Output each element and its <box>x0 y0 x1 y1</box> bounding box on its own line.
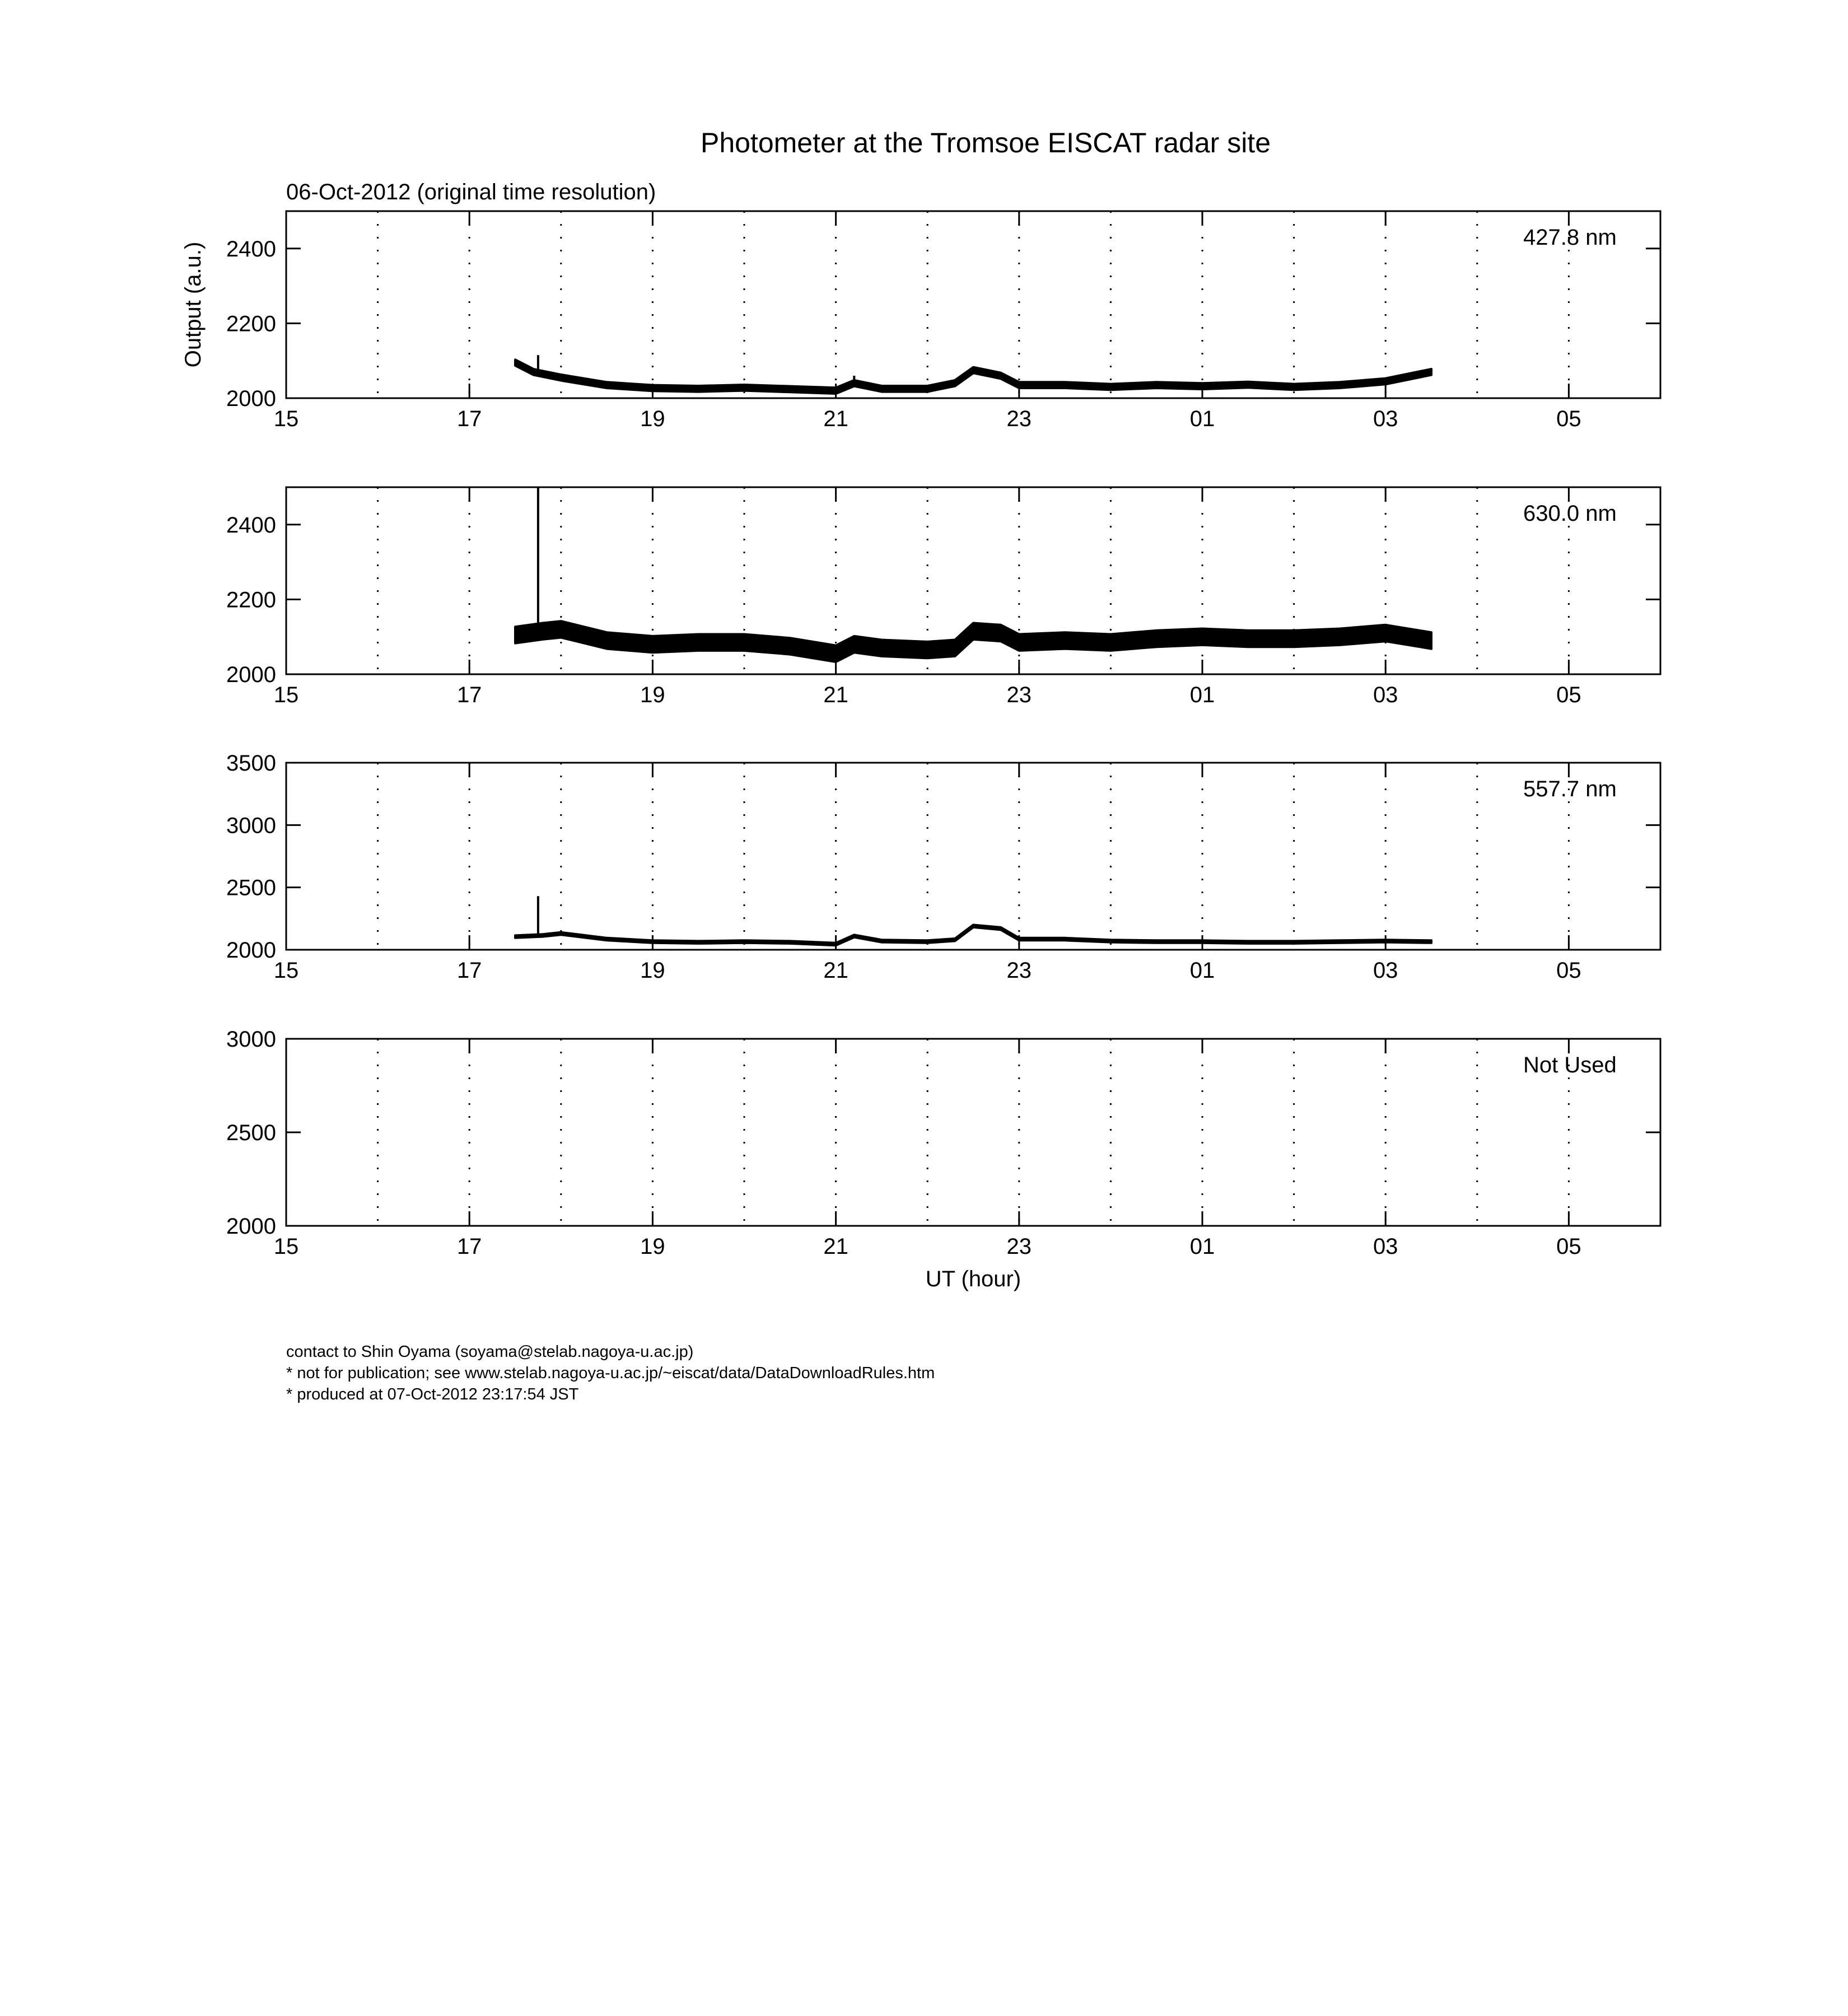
x-tick-label: 05 <box>1556 1234 1581 1259</box>
y-tick-label: 3500 <box>226 751 276 776</box>
panels <box>181 211 1660 1291</box>
y-tick-label: 2200 <box>226 311 276 337</box>
x-tick-label: 21 <box>823 958 848 983</box>
figure-title: Photometer at the Tromsoe EISCAT radar site <box>700 127 1271 158</box>
x-tick-label: 23 <box>1006 407 1032 431</box>
y-tick-label: 2400 <box>226 512 276 538</box>
footer-produced: * produced at 07-Oct-2012 23:17:54 JST <box>286 1385 579 1403</box>
x-tick-label: 03 <box>1373 683 1398 707</box>
y-tick-label: 3000 <box>226 1027 276 1052</box>
x-axis-label: UT (hour) <box>925 1267 1021 1291</box>
panel-1 <box>181 211 1660 431</box>
axes-box <box>286 487 1660 674</box>
y-tick-label: 2000 <box>226 938 276 963</box>
x-tick-label: 15 <box>273 407 299 431</box>
panel-3 <box>226 751 1660 983</box>
x-tick-label: 23 <box>1006 958 1032 983</box>
x-tick-label: 17 <box>456 407 482 431</box>
x-tick-label: 19 <box>640 958 665 983</box>
footer <box>286 1341 935 1405</box>
x-tick-label: 17 <box>456 683 482 707</box>
x-tick-label: 05 <box>1556 683 1581 707</box>
series-label: 427.8 nm <box>1523 225 1617 250</box>
y-tick-label: 3000 <box>226 813 276 838</box>
y-tick-label: 2200 <box>226 587 276 613</box>
x-tick-label: 01 <box>1189 683 1215 707</box>
footer-contact: contact to Shin Oyama (soyama@stelab.nagoya-u.ac.jp) <box>286 1343 694 1361</box>
x-tick-label: 01 <box>1189 407 1215 431</box>
x-tick-label: 05 <box>1556 958 1581 983</box>
y-tick-label: 2000 <box>226 1214 276 1239</box>
x-tick-label: 03 <box>1373 958 1398 983</box>
x-tick-label: 01 <box>1189 958 1215 983</box>
axes-box <box>286 1039 1660 1226</box>
x-tick-label: 15 <box>273 1234 299 1259</box>
panel-2 <box>226 487 1660 707</box>
panel-4 <box>226 1027 1660 1291</box>
x-tick-label: 03 <box>1373 407 1398 431</box>
x-tick-label: 21 <box>823 407 848 431</box>
x-tick-label: 19 <box>640 407 665 431</box>
x-tick-label: 17 <box>456 958 482 983</box>
x-tick-label: 17 <box>456 1234 482 1259</box>
y-tick-label: 2500 <box>226 875 276 900</box>
x-tick-label: 15 <box>273 683 299 707</box>
x-tick-label: 05 <box>1556 407 1581 431</box>
axes-box <box>286 763 1660 950</box>
x-tick-label: 23 <box>1006 683 1032 707</box>
figure-subtitle: 06-Oct-2012 (original time resolution) <box>286 180 656 204</box>
x-tick-label: 23 <box>1006 1234 1032 1259</box>
y-tick-label: 2500 <box>226 1121 276 1145</box>
x-tick-label: 15 <box>273 958 299 983</box>
x-tick-label: 21 <box>823 1234 848 1259</box>
x-tick-label: 21 <box>823 683 848 707</box>
y-axis-label: Output (a.u.) <box>181 241 206 368</box>
series-label: 630.0 nm <box>1523 501 1617 526</box>
footer-rules: * not for publication; see www.stelab.nagoya-u.ac.jp/~eiscat/data/DataDownloadRules.htm <box>286 1364 935 1382</box>
x-tick-label: 19 <box>640 1234 665 1259</box>
y-tick-label: 2400 <box>226 236 276 262</box>
series-label: 557.7 nm <box>1523 777 1617 801</box>
y-tick-label: 2000 <box>226 662 276 687</box>
series-label: Not Used <box>1523 1053 1617 1077</box>
x-tick-label: 01 <box>1189 1234 1215 1259</box>
y-tick-label: 2000 <box>226 386 276 411</box>
x-tick-label: 19 <box>640 683 665 707</box>
x-tick-label: 03 <box>1373 1234 1398 1259</box>
